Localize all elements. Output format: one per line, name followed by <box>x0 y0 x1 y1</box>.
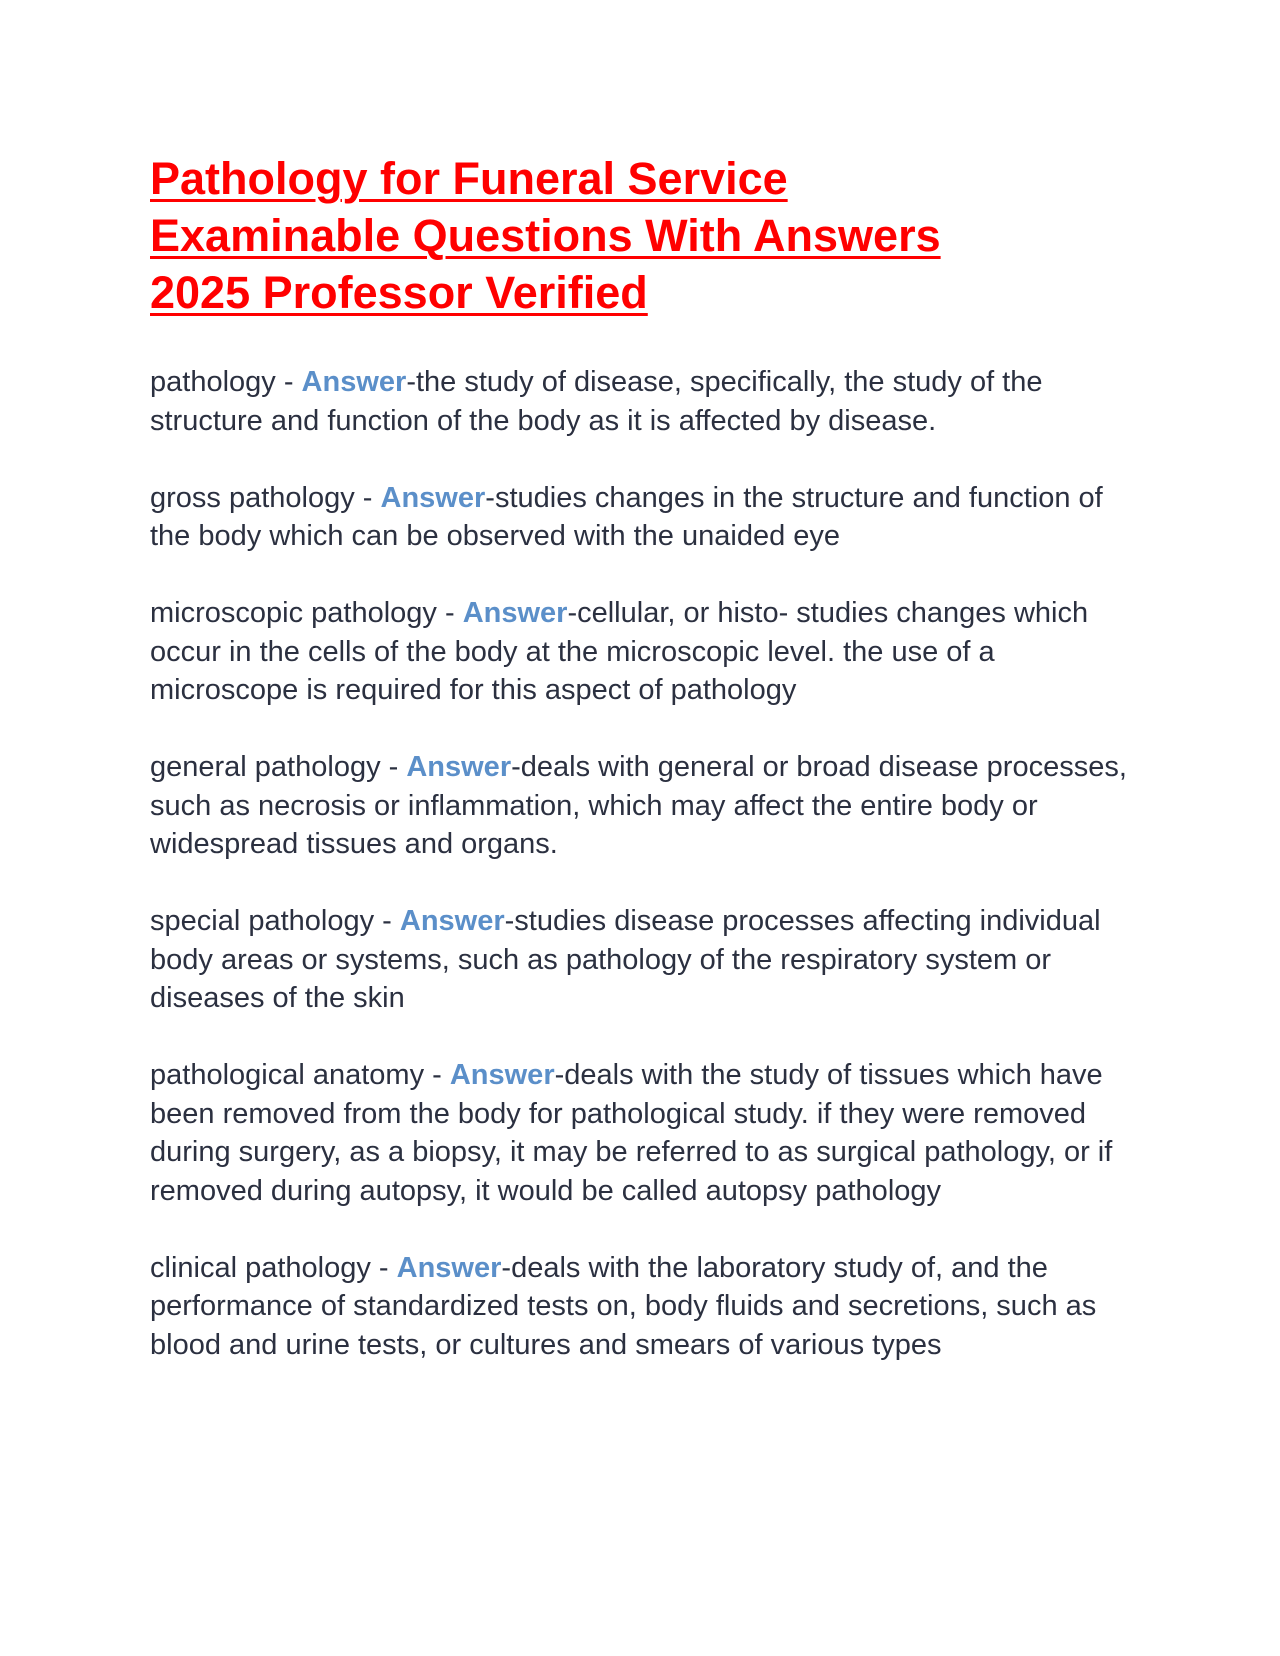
title-line-1: Pathology for Funeral Service <box>150 153 788 204</box>
entry-term: pathology - <box>150 366 302 398</box>
entry-term: general pathology - <box>150 751 407 783</box>
title-line-2: Examinable Questions With Answers <box>150 210 941 261</box>
entry-definition: -cellular, or histo- studies changes which occur in the cells of the body at the microscopic level. the use of a microscope is required for this aspect of pathology <box>150 597 1089 706</box>
qa-entry <box>150 902 1140 1018</box>
entry-definition: -deals with the study of tissues which have been removed from the body for pathological study. if they were removed during surgery, as a biopsy, it may be referred to as surgical pathology, or if removed during autopsy, it would be called autopsy pathology <box>150 1059 1113 1207</box>
answer-label: Answer <box>406 751 512 783</box>
document-page <box>150 150 1140 1403</box>
entry-definition: -the study of disease, specifically, the study of the structure and function of the body as it is affected by disease. <box>150 366 1043 437</box>
qa-entry <box>150 748 1140 864</box>
entry-definition: -deals with the laboratory study of, and the performance of standardized tests on, body fluids and secretions, such as blood and urine tests, or cultures and smears of various types <box>150 1251 1097 1361</box>
qa-entry <box>150 479 1140 556</box>
qa-entry <box>150 1249 1140 1365</box>
entry-definition: -deals with general or broad disease processes, such as necrosis or inflammation, which may affect the entire body or widespread tissues and organs. <box>150 751 1127 860</box>
title-line-3: 2025 Professor Verified <box>150 267 648 318</box>
entry-definition: -studies changes in the structure and function of the body which can be observed with the unaided eye <box>150 481 1103 552</box>
entry-definition: -studies disease processes affecting individual body areas or systems, such as pathology of the respiratory system or diseases of the skin <box>150 905 1101 1014</box>
document-title <box>150 150 1140 321</box>
entry-term: gross pathology - <box>150 481 381 514</box>
entry-term: special pathology - <box>150 905 400 937</box>
answer-label: Answer <box>462 597 568 629</box>
entry-term: microscopic pathology - <box>150 597 463 629</box>
answer-label: Answer <box>396 1251 502 1284</box>
qa-entry <box>150 363 1140 440</box>
answer-label: Answer <box>449 1059 555 1091</box>
answer-label: Answer <box>301 366 407 398</box>
qa-list <box>150 363 1140 1364</box>
answer-label: Answer <box>399 905 505 937</box>
answer-label: Answer <box>380 481 486 514</box>
entry-term: clinical pathology - <box>150 1251 397 1284</box>
entry-term: pathological anatomy - <box>150 1059 450 1091</box>
qa-entry <box>150 594 1140 710</box>
qa-entry <box>150 1056 1140 1210</box>
